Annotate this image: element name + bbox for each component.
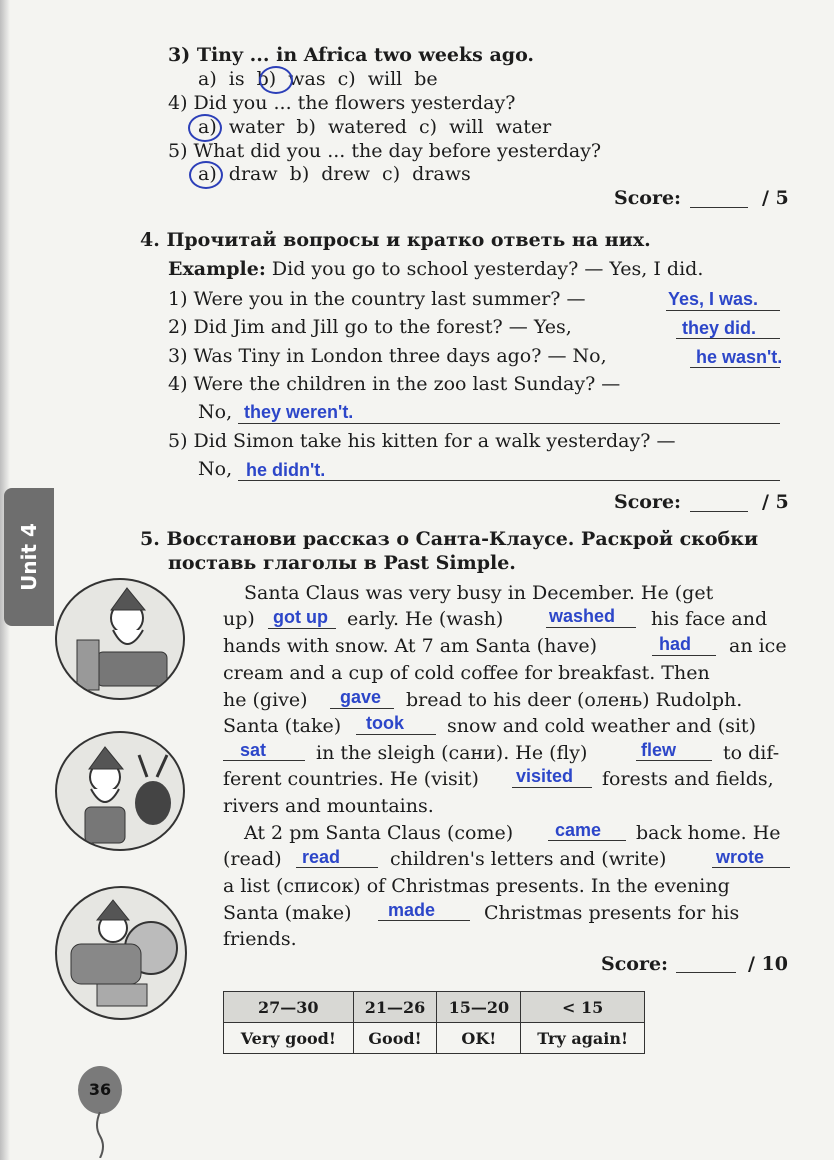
story-text: hands with snow. At 7 am Santa (have) — [223, 635, 598, 657]
grade-label: Very good! — [224, 1023, 354, 1054]
answer-text: they weren't. — [244, 402, 354, 422]
story-text: ferent countries. He (visit) — [223, 768, 479, 790]
story-text: back home. He — [636, 822, 781, 844]
ex4-q2: 2) Did Jim and Jill go to the forest? — Yes, — [168, 316, 572, 338]
answer-line — [546, 627, 636, 628]
santa-reindeer-illustration — [55, 731, 185, 851]
story-text: Christmas presents for his — [484, 902, 740, 924]
answer-text: gave — [340, 687, 382, 707]
answer-line — [268, 628, 336, 629]
page-number: 36 — [88, 1080, 112, 1099]
grade-label: Good! — [353, 1023, 437, 1054]
story-line-1: Santa Claus was very busy in December. He (get — [244, 582, 714, 604]
ex4-q3: 3) Was Tiny in London three days ago? — No, — [168, 345, 607, 367]
score-max: / 10 — [748, 953, 788, 975]
example-text: Did you go to school yesterday? — Yes, I did. — [271, 258, 704, 280]
answer-text: had — [659, 634, 692, 654]
score-max: / 5 — [762, 491, 789, 513]
answer-line — [652, 655, 716, 656]
grade-range: 27—30 — [224, 992, 354, 1023]
answer-text: Yes, I was. — [668, 289, 759, 309]
story-text: his face and — [651, 608, 768, 630]
grades-table — [223, 991, 645, 1054]
score-label: Score: — [614, 187, 682, 209]
story-text: At 2 pm Santa Claus (come) — [244, 822, 514, 844]
grades-labels-row — [224, 1023, 645, 1054]
score-label: Score: — [614, 491, 682, 513]
ex3-q3-options: a) is b) was c) will be — [198, 68, 438, 90]
score-blank — [676, 972, 736, 973]
answer-text: wrote — [716, 847, 765, 867]
grade-range: 21—26 — [353, 992, 437, 1023]
story-text: bread to his deer (олень) Rudolph. — [406, 689, 743, 711]
answer-circle-a — [189, 161, 223, 189]
answer-text: read — [302, 847, 341, 867]
story-text: early. He (wash) — [347, 608, 504, 630]
story-text: Santa (make) — [223, 902, 352, 924]
score-blank — [690, 511, 748, 512]
answer-text: made — [388, 900, 436, 920]
story-text: up) — [223, 608, 255, 630]
answer-text: he didn't. — [246, 460, 326, 480]
answer-line — [666, 310, 780, 311]
ex4-heading: 4. Прочитай вопросы и кратко ответь на них. — [140, 229, 651, 251]
grade-range: 15—20 — [437, 992, 521, 1023]
unit-tab-label: Unit 4 — [17, 523, 41, 591]
ex4-q4: 4) Were the children in the zoo last Sunday? — — [168, 373, 621, 395]
answer-text: sat — [240, 740, 267, 760]
grade-range: < 15 — [521, 992, 645, 1023]
answer-text: flew — [641, 740, 677, 760]
answer-line — [712, 867, 790, 868]
story-line-9: rivers and mountains. — [223, 795, 434, 817]
ex3-q4: 4) Did you ... the flowers yesterday? — [168, 92, 516, 114]
story-text: snow and cold weather and (sit) — [447, 715, 756, 737]
balloon-string — [90, 1112, 110, 1158]
score-blank — [690, 207, 748, 208]
page-number-balloon — [78, 1066, 122, 1114]
ex3-q5: 5) What did you ... the day before yesterday? — [168, 140, 602, 162]
answer-text: came — [555, 820, 602, 840]
answer-line — [378, 920, 470, 921]
answer-line — [676, 338, 780, 339]
answer-text: they did. — [682, 318, 757, 338]
answer-line — [356, 734, 436, 735]
answer-line — [330, 708, 394, 709]
answer-line — [690, 367, 780, 368]
ex3-q5-options: a) draw b) drew c) draws — [198, 163, 471, 185]
score-label: Score: — [601, 953, 669, 975]
story-text: (read) — [223, 848, 282, 870]
answer-text: took — [366, 713, 404, 733]
answer-line — [512, 787, 592, 788]
ex5-heading-1: 5. Восстанови рассказ о Санта-Клаусе. Раскрой скобки — [140, 528, 759, 550]
answer-line — [238, 480, 780, 481]
answer-line — [223, 760, 305, 761]
ex4-q5: 5) Did Simon take his kitten for a walk yesterday? — — [168, 430, 676, 452]
answer-text: visited — [516, 766, 574, 786]
story-text: to dif- — [723, 742, 780, 764]
answer-line — [636, 760, 712, 761]
ex4-q1: 1) Were you in the country last summer? — — [168, 288, 586, 310]
example-label: Example: — [168, 258, 266, 280]
answer-line — [296, 867, 378, 868]
grade-label: OK! — [437, 1023, 521, 1054]
unit-side-tab — [4, 488, 54, 626]
answer-text: got up — [273, 607, 328, 627]
story-text: in the sleigh (сани). He (fly) — [316, 742, 588, 764]
grades-ranges-row — [224, 992, 645, 1023]
santa-presents-illustration — [55, 886, 187, 1020]
story-text: Santa (take) — [223, 715, 342, 737]
story-line-12: a list (список) of Christmas presents. In the evening — [223, 875, 730, 897]
story-text: children's letters and (write) — [390, 848, 667, 870]
grade-label: Try again! — [521, 1023, 645, 1054]
ex4-q5-no: No, — [198, 458, 233, 480]
ex3-q4-options: a) water b) watered c) will water — [198, 116, 552, 138]
story-text: he (give) — [223, 689, 308, 711]
story-line-4: cream and a cup of cold coffee for breakfast. Then — [223, 662, 710, 684]
story-line-14: friends. — [223, 928, 297, 950]
answer-line — [548, 840, 626, 841]
score-max: / 5 — [762, 187, 789, 209]
answer-text: he wasn't. — [696, 347, 783, 367]
answer-text: washed — [549, 606, 616, 626]
santa-breakfast-illustration — [55, 578, 185, 700]
answer-circle-a — [188, 114, 222, 142]
story-text: an ice — [729, 635, 787, 657]
ex5-heading-2: поставь глаголы в Past Simple. — [168, 552, 516, 574]
story-text: forests and fields, — [602, 768, 774, 790]
answer-line — [238, 423, 780, 424]
ex4-q4-no: No, — [198, 401, 233, 423]
answer-circle-b — [259, 66, 293, 94]
ex3-q3: 3) Tiny ... in Africa two weeks ago. — [168, 44, 535, 66]
